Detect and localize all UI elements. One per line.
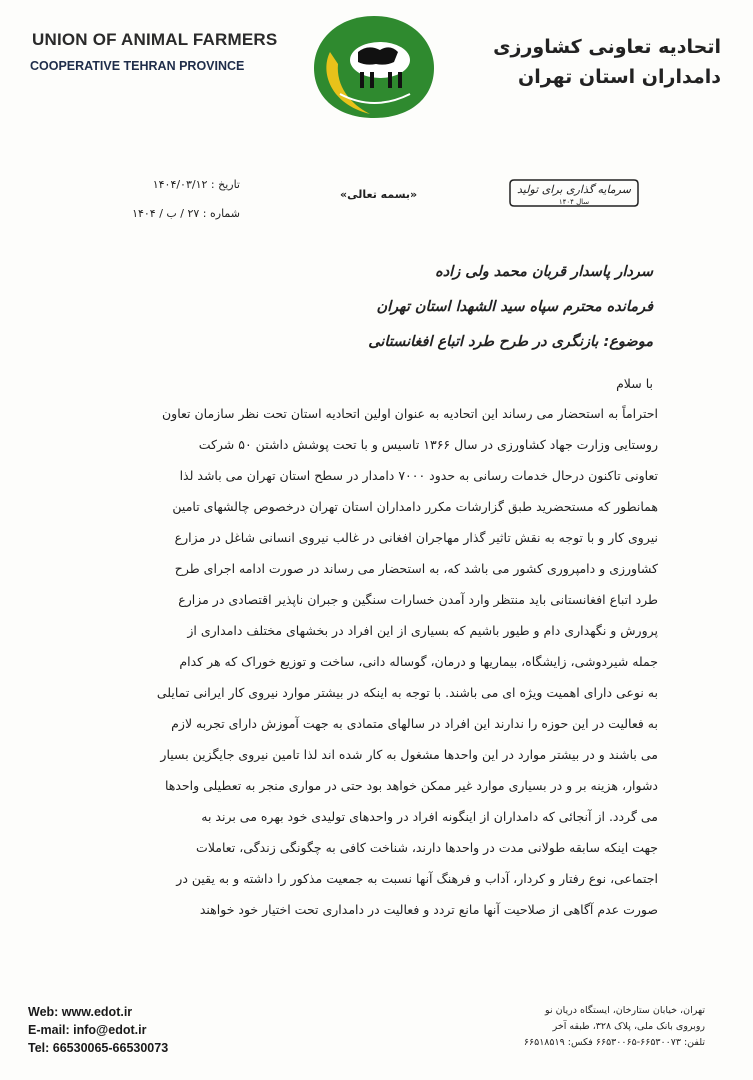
slogan-text: سرمایه گذاری برای تولید xyxy=(517,183,631,196)
body-line: تعاونی تاکنون درحال خدمات رسانی به حدود ۷۰۰۰ دامدار در سطح استان تهران می باشد لذا xyxy=(179,468,658,483)
footer-web: Web: www.edot.ir xyxy=(28,1005,133,1019)
footer-address-line1: تهران، خیابان ستارخان، ایستگاه دریان نو xyxy=(545,1005,705,1016)
body-line: روستایی وزارت جهاد کشاورزی در سال ۱۳۶۶ تاسیس و با تحت پوشش داشتن ۵۰ شرکت xyxy=(198,437,658,452)
body-line: احتراماً به استحضار می رساند این اتحادیه به عنوان اولین اتحادیه استان تحت نظر سازمان تعاون xyxy=(161,406,658,421)
body-line: به فعالیت در این حوزه را ندارند این افراد در سالهای متمادی به جهت آموزش دارای تجربه لازم xyxy=(171,716,658,731)
org-name-fa xyxy=(491,32,721,92)
body-line: کشاورزی و دامپروری کشور می باشد که، به استحضار می رساند در صورت ادامه اجرای طرح xyxy=(174,561,658,576)
body-line: نیروی کار و با توجه به نقش تاثیر گذار مهاجران افغانی در غالب نیروی انسانی شاغل در مزارع xyxy=(174,530,658,545)
body-line: طرد اتباع افغانستانی باید منتظر وارد آمدن خسارات سنگین و جبران ناپذیر اقتصادی در مزارع xyxy=(178,592,658,607)
body-line: می باشند و در بیشتر موارد در این واحدها مشغول به کار شده اند لذا تامین نیروی جایگزین بسیار xyxy=(160,747,658,762)
footer-address-line3: تلفن: ۶۶۵۳۰۰۷۳-۶۶۵۳۰۰۶۵ فکس: ۶۶۵۱۸۵۱۹ xyxy=(523,1037,705,1048)
letter-number: شماره : ۲۷ / ب / ۱۴۰۴ xyxy=(132,207,240,220)
org-name-fa-line1: اتحادیه تعاونی کشاورزی xyxy=(493,36,721,58)
org-name-fa-line2: دامداران استان تهران xyxy=(518,66,721,88)
body-line: به نوعی دارای اهمیت ویژه ای می باشند. با توجه به اینکه در بیشتر موارد نیروی کار ایرانی تمایلی xyxy=(156,685,658,700)
salutation: با سلام xyxy=(616,376,653,391)
footer-address-line2: روبروی بانک ملی، پلاک ۳۲۸، طبقه آخر xyxy=(552,1021,705,1032)
body-line: پرورش و نگهداری دام و طیور باشیم که بسیاری از این افراد در بخشهای مختلف دامداری از xyxy=(187,623,658,638)
footer-address xyxy=(475,1003,705,1051)
union-logo xyxy=(310,12,438,122)
footer-contact xyxy=(28,1003,168,1057)
body-line: جهت اینکه سابقه طولانی مدت در واحدها دارند، شناخت کافی به چگونگی زندگی، تعاملات xyxy=(196,840,658,855)
body-line: اجتماعی، نوع رفتار و کردار، آداب و فرهنگ آنها نسبت به جمعیت مذکور را داشته و به یقین در xyxy=(176,871,658,886)
body-line: دشوار، هزینه بر و در بسیاری موارد غیر ممکن خواهد بود حتی در مواری منجر به تعطیلی واحدها xyxy=(164,778,658,793)
cow-emblem-icon xyxy=(310,12,438,122)
letter-body xyxy=(62,398,658,925)
org-name-en: UNION OF ANIMAL FARMERS xyxy=(32,30,278,49)
body-line: می گردد. از آنجائی که دامداران از اینگونه افراد در واحدهای تولیدی خود بهره می برند به xyxy=(201,809,658,824)
recipient-name: سردار پاسدار قربان محمد ولی زاده xyxy=(435,264,653,280)
footer-email: E-mail: info@edot.ir xyxy=(28,1023,147,1037)
slogan-stamp xyxy=(508,176,640,210)
besmellah: «بسمه تعالی» xyxy=(340,188,418,201)
org-subtitle-en: COOPERATIVE TEHRAN PROVINCE xyxy=(30,59,245,73)
recipient-title: فرمانده محترم سپاه سید الشهدا استان تهران xyxy=(376,299,653,315)
slogan-year: سال ۱۴۰۴ xyxy=(558,198,590,206)
footer-tel: Tel: 66530065-66530073 xyxy=(28,1041,169,1055)
letter-date: تاریخ : ۱۴۰۴/۰۳/۱۲ xyxy=(152,178,240,191)
letter-subject: موضوع: بازنگری در طرح طرد اتباع افغانستانی xyxy=(368,334,653,350)
body-line: همانطور که مستحضرید طبق گزارشات مکرر دامداران استان تهران درخصوص چالشهای تامین xyxy=(172,499,658,514)
body-line: صورت عدم آگاهی از صلاحیت آنها مانع تردد و فعالیت در دامداری تحت اختیار خود خواهند xyxy=(199,902,658,917)
body-line: جمله شیردوشی، زایشگاه، بیماریها و درمان، گوساله دانی، ساخت و توزیع خوراک که هر کدام xyxy=(179,654,658,669)
slogan-frame-icon xyxy=(508,176,640,210)
